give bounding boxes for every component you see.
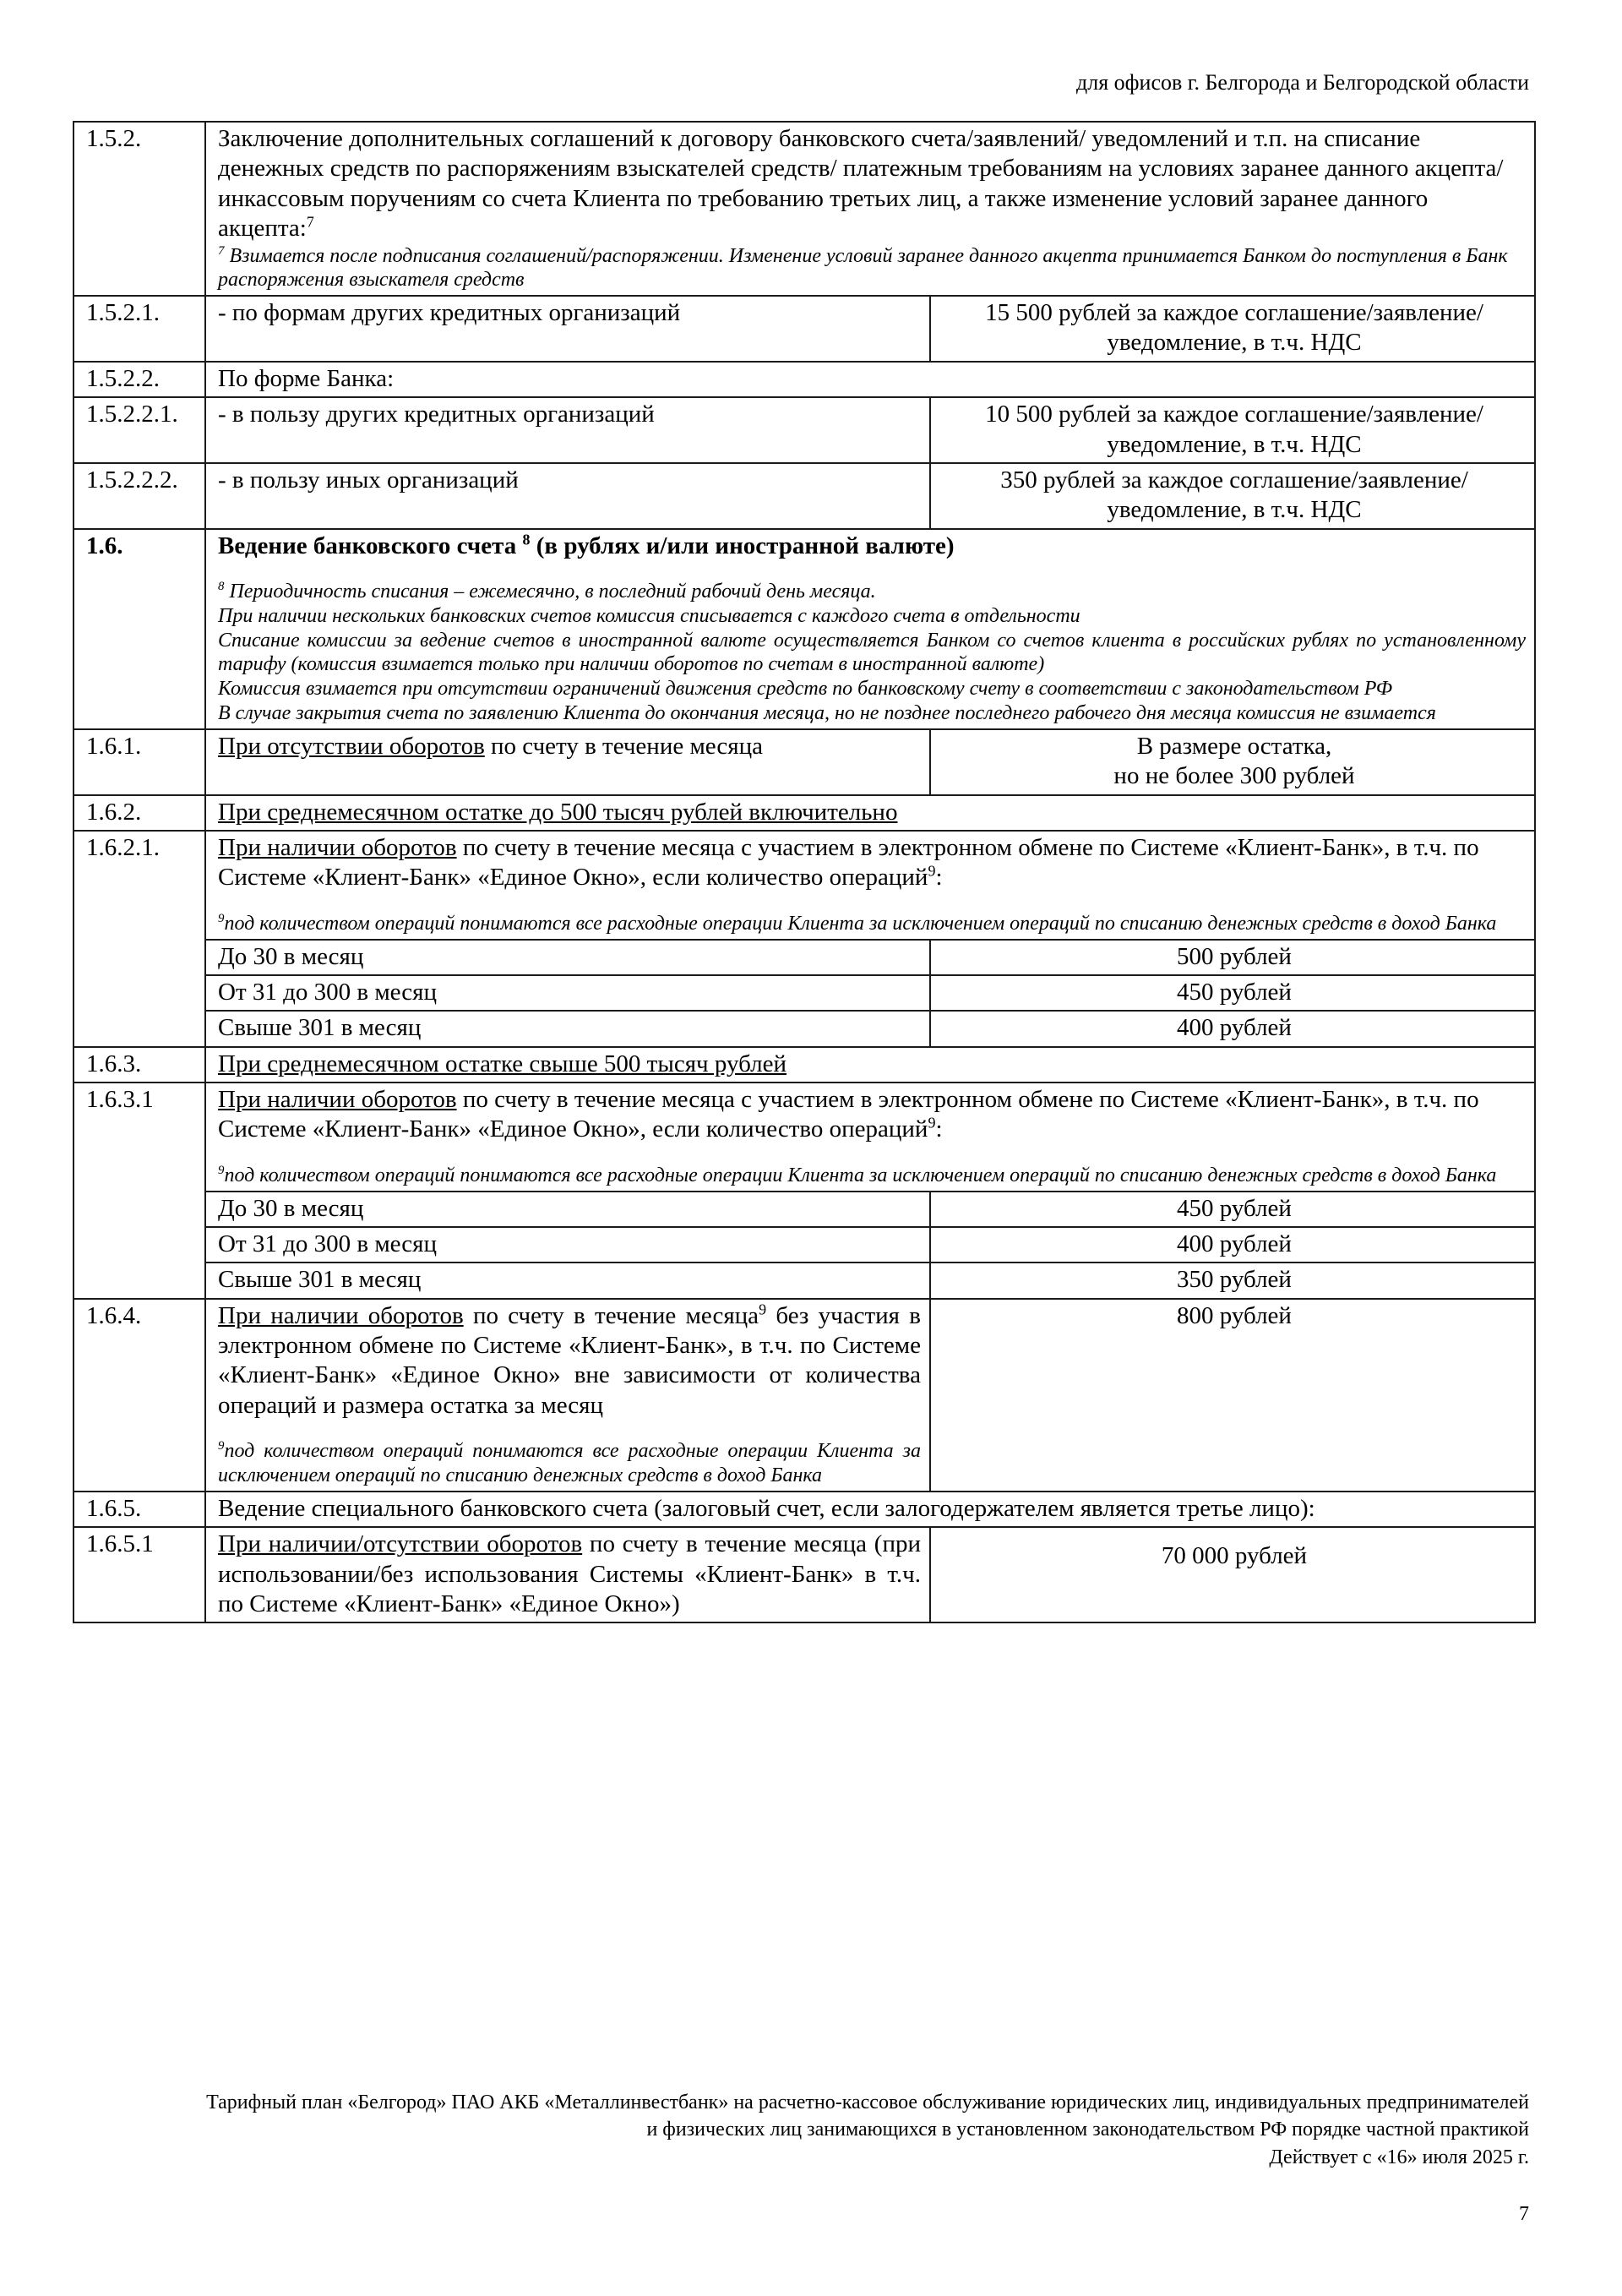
tariff-table [73,121,1536,1623]
table-row [73,1527,1535,1622]
item-description: При среднемесячном остатке свыше 500 тысяч рублей [205,1047,1535,1083]
item-description: - по формам других кредитных организаций [205,296,930,362]
item-description: По форме Банка: [205,362,1535,397]
table-row [73,795,1535,831]
table-row [73,1492,1535,1527]
item-number: 1.5.2.2.2. [73,463,205,529]
section-number: 1.6. [73,529,205,729]
footnote-text: В случае закрытия счета по заявлению Клиента до окончания месяца, но не позднее последнего рабочего дня месяца комиссия не взимается [218,702,1436,725]
footnote-text: При наличии нескольких банковских счетов комиссия списывается с каждого счета в отдельности [218,604,1080,627]
item-number: 1.5.2.2. [73,362,205,397]
tier-value: 450 рублей [930,975,1535,1011]
table-row [73,296,1535,362]
item-number: 1.6.4. [73,1299,205,1492]
tier-row [73,975,1535,1011]
item-description: При наличии оборотов по счету в течение месяца с участием в электронном обмене по Системе «Клиент-Банк», в т.ч. по Системе «Клиент-Банк» «Единое Окно», если количество операций$^9$: $^9$под количеством операций понимаются все расходные операции Клиента за исключением операций по списанию денежных средств в доход Банка [205,1083,1535,1192]
table-row [73,362,1535,397]
table-row [73,729,1535,795]
document-header: для офисов г. Белгорода и Белгородской области [1076,70,1529,95]
tier-label: Свыше 301 в месяц [205,1011,930,1046]
item-description: При среднемесячном остатке до 500 тысяч рублей включительно [205,795,1535,831]
section-title: Ведение банковского счета $^8$ (в рублях и/или иностранной валюте) [218,531,955,559]
footnote-text: Комиссия взимается при отсутствии ограничений движения средств по банковскому счету в соответствии с законодательством РФ [218,678,1393,701]
table-row [73,529,1535,729]
tier-label: Свыше 301 в месяц [205,1263,930,1298]
item-value: В размере остатка, но не более 300 рублей [930,729,1535,795]
item-value: 10 500 рублей за каждое соглашение/заявление/ уведомление, в т.ч. НДС [930,397,1535,463]
section-description [205,529,1535,729]
item-number: 1.6.5.1 [73,1527,205,1622]
footnote-mark: 7 [218,243,225,258]
table-row [73,1299,1535,1492]
footnote-text: Списание комиссии за ведение счетов в иностранной валюте осуществляется Банком со счетов клиента в российских рублях по установленному тарифу (комиссия взимается только при наличии оборотов по счетам в иностранной валюте) [218,629,1526,676]
item-description: Ведение специального банковского счета (залоговый счет, если залогодержателем является третье лицо): [205,1492,1535,1527]
footnote-text: Взимается после подписания соглашений/распоряжении. Изменение условий заранее данного акцепта принимается Банком до поступления в Банк распоряжения взыскателя средств [218,244,1508,292]
footnote: $^9$под количеством операций понимаются все расходные операции Клиента за исключением операций по списанию денежных средств в доход Банка [218,1439,921,1487]
item-value: 15 500 рублей за каждое соглашение/заявление/ уведомление, в т.ч. НДС [930,296,1535,362]
item-number: 1.5.2.2.1. [73,397,205,463]
item-description [205,122,1535,296]
item-number: 1.6.1. [73,729,205,795]
footnote: $^9$под количеством операций понимаются все расходные операции Клиента за исключением операций по списанию денежных средств в доход Банка [218,1163,1497,1186]
tier-label: До 30 в месяц [205,940,930,975]
item-description: - в пользу других кредитных организаций [205,397,930,463]
tier-value: 450 рублей [930,1192,1535,1227]
item-value: 800 рублей [930,1299,1535,1492]
footnote-mark: 8 [218,580,225,594]
footer-line: Тарифный план «Белгород» ПАО АКБ «Металлинвестбанк» на расчетно-кассовое обслуживание юридических лиц, индивидуальных предпринимателей [206,2091,1529,2113]
page-number: 7 [1519,2203,1529,2225]
footer-line: и физических лиц занимающихся в установленном законодательством РФ порядке частной практикой [646,2119,1529,2141]
item-number: 1.5.2.1. [73,296,205,362]
footnote [218,244,1526,293]
item-number: 1.6.3. [73,1047,205,1083]
table-row [73,122,1535,296]
footnote [218,580,1526,604]
table-row [73,397,1535,463]
table-row [73,1083,1535,1192]
item-number: 1.6.3.1 [73,1083,205,1299]
table-row [73,1047,1535,1083]
footnote: $^9$под количеством операций понимаются все расходные операции Клиента за исключением операций по списанию денежных средств в доход Банка [218,911,1497,935]
item-description: При наличии оборотов по счету в течение месяца$^9$ без участия в электронном обмене по Системе «Клиент-Банк», в т.ч. по Системе «Клиент-Банк» «Единое Окно» вне зависимости от количества операций и размера остатка за месяц $^9$под количеством операций понимаются все расходные операции Клиента за исключением операций по списанию денежных средств в доход Банка [205,1299,930,1492]
document-footer [42,2089,1529,2171]
tier-row [73,1192,1535,1227]
tier-label: До 30 в месяц [205,1192,930,1227]
item-text: Заключение дополнительных соглашений к договору банковского счета/заявлений/ уведомлений и т.п. на списание денежных средств по распоряжениям взыскателей средств/ платежным требованиям на условиях заранее данного акцепта/ инкассовым поручениям со счета Клиента по требованию третьих лиц, а также изменение условий заранее данного акцепта: [218,125,1504,243]
item-value: 70 000 рублей [930,1527,1535,1622]
tier-value: 500 рублей [930,940,1535,975]
tier-row [73,1263,1535,1298]
item-description: При наличии оборотов по счету в течение месяца с участием в электронном обмене по Системе «Клиент-Банк», в т.ч. по Системе «Клиент-Банк» «Единое Окно», если количество операций$^9$: $^9$под количеством операций понимаются все расходные операции Клиента за исключением операций по списанию денежных средств в доход Банка [205,831,1535,940]
footnote-text: Периодичность списания – ежемесячно, в последний рабочий день месяца. [224,581,876,603]
item-description: - в пользу иных организаций [205,463,930,529]
item-number: 1.6.5. [73,1492,205,1527]
tier-value: 400 рублей [930,1227,1535,1263]
item-number: 1.6.2. [73,795,205,831]
tier-row [73,1227,1535,1263]
item-description: При наличии/отсутствии оборотов по счету в течение месяца (при использовании/без использования Системы «Клиент-Банк» в т.ч. по Системе «Клиент-Банк» «Единое Окно») [205,1527,930,1622]
tier-value: 400 рублей [930,1011,1535,1046]
tier-label: От 31 до 300 в месяц [205,975,930,1011]
item-value: 350 рублей за каждое соглашение/заявление/ уведомление, в т.ч. НДС [930,463,1535,529]
tier-label: От 31 до 300 в месяц [205,1227,930,1263]
tier-row [73,940,1535,975]
footnote-ref: 7 [306,213,314,231]
item-number: 1.5.2. [73,122,205,296]
table-row [73,831,1535,940]
footer-effective-date: Действует с «16» июля 2025 г. [1269,2146,1529,2168]
tier-row [73,1011,1535,1046]
item-number: 1.6.2.1. [73,831,205,1047]
table-row [73,463,1535,529]
tier-value: 350 рублей [930,1263,1535,1298]
item-description: При отсутствии оборотов по счету в течение месяца [205,729,930,795]
